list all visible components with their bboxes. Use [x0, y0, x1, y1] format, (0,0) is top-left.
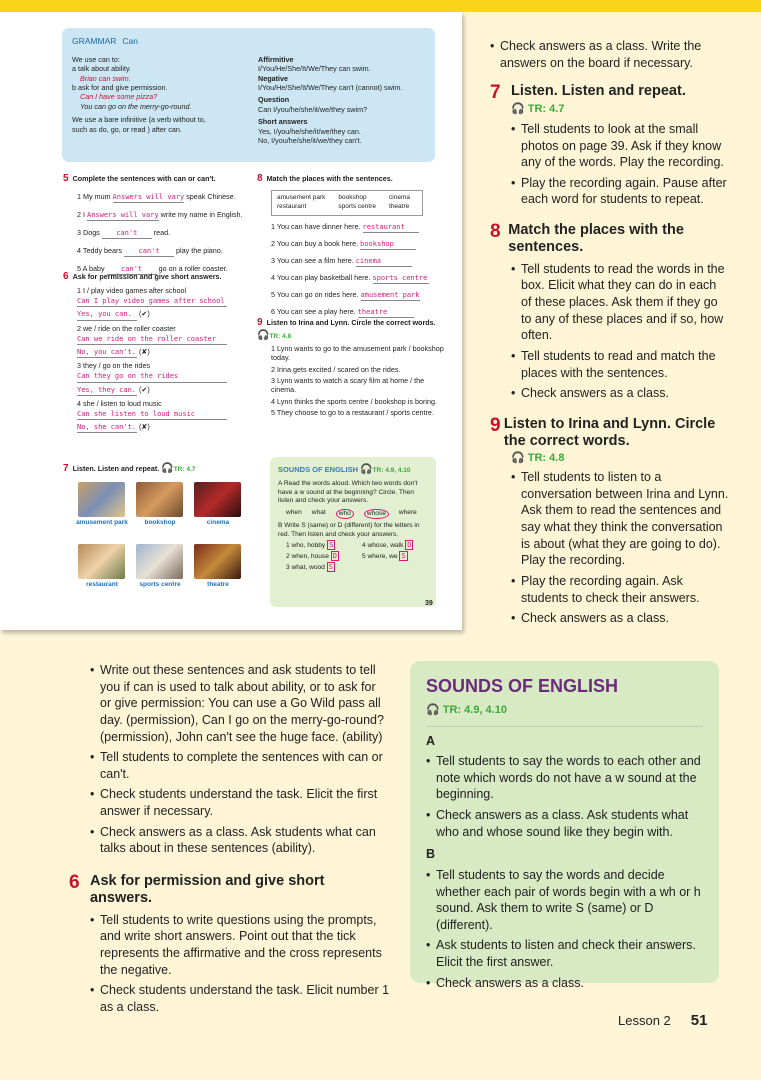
photo-label: theatre: [207, 581, 229, 588]
bullet: • Check students understand the task. Elicit the first answer if necessary.: [90, 786, 390, 819]
tick-cross-mark: (✔): [137, 384, 150, 394]
question-answer: Can I play video games after school: [77, 297, 227, 307]
answer-box: S: [329, 541, 334, 550]
word-box: amusement park bookshop cinema restaurant sports centre theatre: [271, 190, 423, 216]
headphones-icon: 🎧: [511, 103, 528, 116]
bullet: • Tell students to write questions using the prompts, and write short answers. Point out that the tick represents the affirmative and the cross represents the negative.: [90, 912, 390, 979]
headphones-icon: 🎧: [161, 463, 174, 474]
list-item: [257, 290, 447, 301]
list-item: [257, 239, 447, 250]
bullet: • Tell students to look at the small photos on page 39. Ask if they know any of the words. Play the recording.: [511, 121, 730, 171]
list-item: [257, 273, 447, 284]
list-item: [63, 399, 253, 434]
bullet: • Check answers as a class. Write the answers on the board if necessary.: [490, 38, 730, 71]
list-item: [63, 210, 253, 221]
photo-label: sports centre: [139, 581, 181, 588]
bullet: • Play the recording again. Ask students to check their answers.: [511, 573, 730, 606]
photo-restaurant: [78, 544, 125, 579]
short-answer-row: [77, 309, 253, 320]
short-answer: Yes, you can.: [77, 310, 137, 320]
pair-text: 1 who, hobby: [286, 542, 328, 550]
bullet: • Tell students to listen to a conversation between Irina and Lynn. Ask them to read the sentences and say what they think the conversation is about (what they are going to do). Play the recording.: [511, 469, 730, 569]
item-text: I: [83, 210, 87, 220]
pair-item: [362, 552, 432, 562]
right-column-notes: • Check answers as a class. Write the answers on the board if necessary. 7 Listen. Listen and repeat. 🎧 TR: 4.7 • Tell students to look at the small photos on page 39. Ask if they know any of the words. Play the recording. • Play the recording again. Pause after each word for students to repeat. 8 Match the places with the sentences. • Tell students to read the words in the box. Elicit what they can do in each of these places. Ask them if they go to any of these places and if so, how often. • Tell students to read and match the places with the sentences. • Check answers as a class. 9 Listen to Irina and Lynn. Circle the correct words. 🎧 TR: 4.8 • Tell students to listen to a conversation between Irina and Lynn. Ask them to read the sentences and say what they think the conversation is about (what they are going to do). Play the recording. • Play the recording again. Ask students to check their answers. • Check answers as a class.: [490, 38, 730, 627]
short-answer: No, she can't.: [77, 423, 137, 433]
question-answer: Can she listen to loud music: [77, 410, 227, 420]
pair-item: [286, 552, 356, 562]
photo-theatre: [194, 544, 241, 579]
answer: sports centre: [373, 274, 429, 284]
bullet: • Check answers as a class.: [511, 385, 730, 402]
sounds-title: SOUNDS OF ENGLISH: [426, 676, 619, 696]
photo-sports-centre: [136, 544, 183, 579]
sounds-of-english-exercise: SOUNDS OF ENGLISH 🎧TR: 4.9, 4.10 A Read the words aloud. Which two words don't have a w sound at the beginning? Circle. Then listen and check your answers. when what who whose where B Write S (same) or D (different) for the letters in red. Then listen and check your answers. 1 who, hobby S 4 whose, walk D 2 when, house D 5 where, we S 3 what, wood S: [270, 457, 436, 607]
item-number: 1: [77, 192, 83, 201]
list-item: [257, 256, 447, 267]
answer: restaurant: [363, 223, 419, 233]
bullet: • Play the recording again. Pause after each word for students to repeat.: [511, 175, 730, 208]
photo-amusement-park: [78, 482, 125, 517]
bottom-left-notes: [69, 658, 390, 1015]
sounds-of-english-box: SOUNDS OF ENGLISH 🎧 TR: 4.9, 4.10 A • Tell students to say the words to each other and note which words do not have a w sound at the beginning. • Check answers as a class. Ask students what who and whose sound like they begin with. B • Tell students to say the words and decide whether each pair of words begin with a wh or h sound. Ask them to write S (same) or D (different). • Ask students to listen and check their answers. Elicit the first answer. • Check answers as a class.: [410, 661, 719, 983]
pair-text: 4 whose, walk: [362, 542, 406, 550]
item-text: 6 You can see a play here.: [271, 307, 358, 317]
page-number: 51: [690, 1012, 708, 1029]
exercise-9: 9 Listen to Irina and Lynn. Circle the correct words. 🎧TR: 4.8 1 Lynn wants to go to the amusement park / bookshop today. 2 Irina gets excited / scared on the rides. 3 Lynn wants to watch a scary film at home / the cinema. 4 Lynn thinks the sports centre / bookshop is boring. 5 They choose to go to a restaurant / sports centre.: [257, 317, 444, 418]
list-item: [63, 361, 253, 396]
headphones-icon: 🎧: [360, 464, 373, 475]
item-number: 2: [77, 210, 83, 220]
item-text: A baby: [82, 264, 107, 274]
pair-text: 2 when, house: [286, 552, 331, 560]
grammar-title: GRAMMAR Can: [72, 36, 138, 46]
item-text: 3 You can see a film here.: [271, 256, 356, 266]
item-text: go on a roller coaster.: [156, 264, 228, 274]
list-item: [63, 286, 253, 321]
answer: Answers will vary: [113, 193, 185, 203]
word-row: when what who whose where: [286, 509, 428, 520]
item-text: Teddy bears: [82, 246, 125, 256]
section-8-heading: 8 Match the places with the sentences.: [490, 221, 684, 256]
grammar-box: [62, 28, 435, 162]
short-answer-row: [77, 347, 253, 358]
item-number: 5: [77, 264, 83, 274]
section-9-heading: 9 Listen to Irina and Lynn. Circle the correct words.: [490, 414, 716, 450]
item-text: My mum: [83, 192, 113, 201]
photo-label: restaurant: [86, 581, 118, 588]
page-number: 39: [425, 600, 433, 607]
item-number: 4: [77, 246, 83, 256]
answer: cinema: [356, 257, 412, 267]
photo-bookshop: [136, 482, 183, 517]
item-text: play the piano.: [174, 246, 223, 256]
answer: can't: [124, 247, 174, 257]
item-text: 5 You can go on rides here.: [271, 290, 361, 300]
answer: bookshop: [360, 240, 416, 250]
lesson-label: Lesson 2: [618, 1013, 671, 1028]
tick-cross-mark: (✘): [137, 422, 150, 432]
list-item: [63, 228, 253, 239]
item-text: Dogs: [83, 228, 102, 238]
answer: theatre: [358, 308, 414, 318]
answer-box: S: [401, 551, 406, 560]
pair-item: [362, 541, 432, 551]
bullet: • Ask students to listen and check their answers. Elicit the first answer.: [426, 937, 703, 970]
photo-label: amusement park: [76, 519, 128, 526]
photo-cinema: [194, 482, 241, 517]
item-number: 3: [77, 228, 83, 238]
bullet: • Tell students to say the words to each other and note which words do not have a w sound at the beginning.: [426, 753, 703, 803]
question-answer: Can we ride on the roller coaster: [77, 335, 227, 345]
answer: Answers will vary: [87, 211, 159, 221]
photo-label: bookshop: [144, 519, 176, 526]
bullet: • Write out these sentences and ask students to tell you if can is used to talk about ability, or to ask for or give permission: You can use a Go Wild pass all day. (permission), Can I go on the merry-go-round? (permission), John can't see the huge face. (ability): [90, 662, 390, 745]
question-answer: Can they go on the rides: [77, 372, 227, 382]
section-7-heading: 7 Listen. Listen and repeat.: [490, 82, 686, 104]
list-item: [257, 222, 447, 233]
bullet: • Check students understand the task. Elicit number 1 as a class.: [90, 982, 390, 1015]
bullet: • Check answers as a class. Ask students what who and whose sound like they begin with.: [426, 807, 703, 840]
prompt: 2 we / ride on the roller coaster: [77, 323, 176, 333]
pair-text: 5 where, we: [362, 552, 400, 560]
top-color-bar: [0, 0, 761, 12]
list-item: [63, 324, 253, 359]
bullet: • Check answers as a class.: [426, 975, 703, 992]
exercise-5: 5 Complete the sentences with can or can't. 1 My mum Answers will vary speak Chinese. 2 I Answers will vary write my name in English. 3 Dogs can't read. 4 Teddy bears can't play the piano. 5 A baby can't go on a roller coaster.: [63, 172, 253, 275]
headphones-icon: 🎧: [511, 451, 528, 464]
bullet: • Check answers as a class.: [511, 610, 730, 627]
prompt: 3 they / go on the rides: [77, 361, 151, 371]
short-answer-row: [77, 385, 253, 396]
pair-text: 3 what, wood: [286, 563, 327, 571]
list-item: [63, 192, 253, 203]
bullet: • Tell students to read and match the places with the sentences.: [511, 348, 730, 381]
student-book-page: [0, 12, 462, 630]
footer: [618, 1012, 707, 1029]
answer-box: D: [332, 551, 337, 560]
prompt: 4 she / listen to loud music: [77, 398, 162, 408]
item-text: write my name in English.: [158, 210, 243, 220]
prompt: 1 I / play video games after school: [77, 286, 187, 295]
bullet: • Tell students to say the words and decide whether each pair of words begin with a wh or h sound. Ask them to write S (same) or D (different).: [426, 867, 703, 934]
pair-item: [286, 563, 356, 573]
answer: can't: [102, 229, 152, 239]
item-text: 2 You can buy a book here.: [271, 238, 361, 248]
bullet: • Tell students to complete the sentences with can or can't.: [90, 749, 390, 782]
short-answer-row: [77, 422, 253, 433]
grammar-forms: Affirmitive I/You/He/She/It/We/They can swim. Negative I/You/He/She/It/We/They can't (cannot) swim. Question Can I/you/he/she/it/we/they swim? Short answers Yes, I/you/he/she/it/we/they can. No, I/you/he/she/it/we/they can't.: [258, 55, 403, 145]
item-text: 4 You can play basketball here.: [271, 273, 373, 283]
headphones-icon: 🎧: [257, 330, 270, 341]
exercise-6: 6 Ask for permission and give short answers. 1 I / play video games after school Can I play video games after school Yes, you can. (✔) 2 we / ride on the roller coaster Can we ride on the roller coaster No, you can't. (✘) 3 they / go on the rides Can they go on the rides Yes, they can. (✔) 4 she / listen to loud music Can she listen to loud music No, she can't. (✘): [63, 270, 253, 433]
short-answer: Yes, they can.: [77, 386, 137, 396]
list-item: [63, 246, 253, 257]
photo-label: cinema: [206, 519, 230, 526]
exercise-7: 7 Listen. Listen and repeat. 🎧TR: 4.7: [63, 463, 196, 474]
answer: can't: [107, 265, 157, 275]
bullet: • Check answers as a class. Ask students what can talks about in these sentences (ability).: [90, 824, 390, 857]
grammar-rules: We use can to: a talk about ability. Brian can swim. b ask for and give permission. Can I have some pizza? You can go on the merry-go-round. We use a bare infinitive (a verb without to, such as do, go, or read ) after can.: [72, 55, 206, 134]
pair-item: [286, 541, 356, 551]
item-text: read.: [151, 228, 171, 238]
short-answer: No, you can't.: [77, 348, 137, 358]
section-6-heading: 6 Ask for permission and give short answers.: [69, 871, 325, 907]
headphones-icon: 🎧: [426, 703, 443, 716]
answer-box: D: [407, 541, 412, 550]
tick-cross-mark: (✘): [137, 347, 150, 356]
answer: amusement park: [361, 291, 420, 301]
tick-cross-mark: (✔): [137, 309, 150, 319]
bullet: • Tell students to read the words in the box. Elicit what they can do in each of these places. Ask them if they go to any of these places and if so, how often.: [511, 261, 730, 344]
exercise-8: 8 Match the places with the sentences. amusement park bookshop cinema restaurant sports centre theatre 1 You can have dinner here. restaurant 2 You can buy a book here. bookshop 3 You can see a film here. cinema 4 You can play basketball here. sports centre 5 You can go on rides here. amusement park 6 You can see a play here. theatre: [257, 172, 447, 318]
item-text: speak Chinese.: [184, 192, 236, 201]
answer-box: S: [328, 562, 333, 571]
item-text: 1 You can have dinner here.: [271, 221, 363, 231]
